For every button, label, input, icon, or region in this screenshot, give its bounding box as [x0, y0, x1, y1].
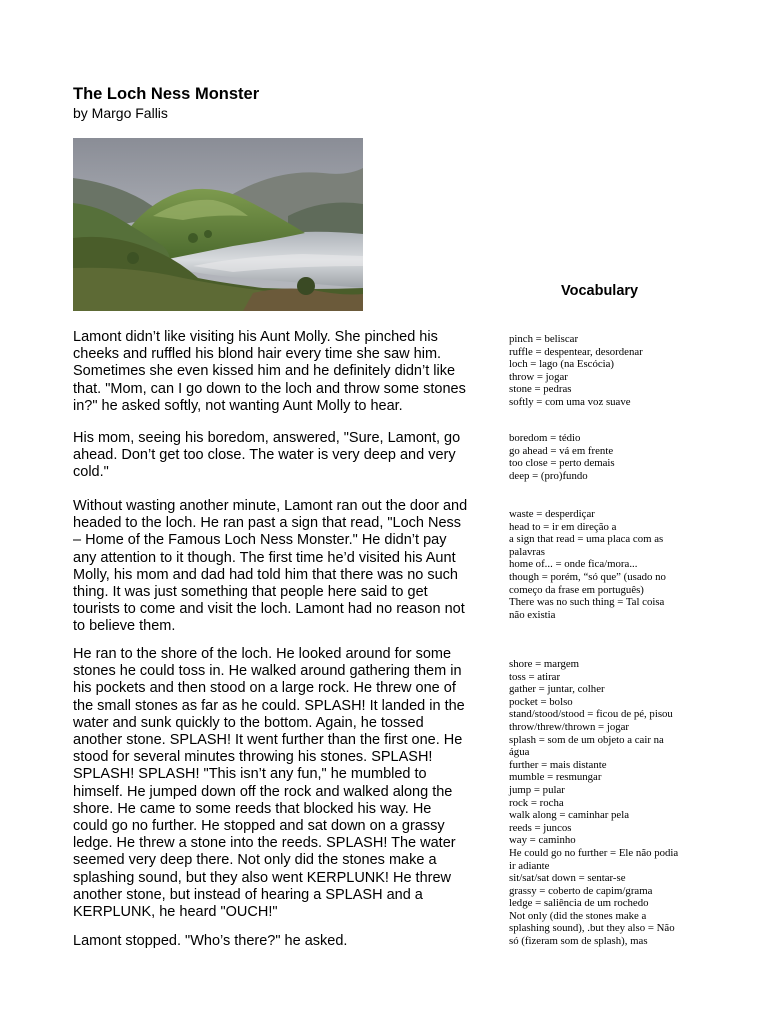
story-paragraph: Without wasting another minute, Lamont ran out the door and headed to the loch. He ran past a sign that read, "Loch Ness – Home of the Famous Loch Ness Monster." He didn’t pay any attention to it though. The first time he’d visited his Aunt Molly, his mom and dad had told him that there was no such thing. It was just something that people here said to get tourists to come and visit the loch. Lamont had no reason not to believe them. [73, 498, 468, 635]
vocabulary-list: boredom = tédio go ahead = vá em frente too close = perto demais deep = (pro)fundo [509, 432, 615, 482]
loch-landscape-photo [73, 138, 363, 311]
vocabulary-list: waste = desperdiçar head to = ir em direção a a sign that read = uma placa com as palavras home of... = onde fica/mora... though = porém, “só que” (usado no começo da frase em português) There was no such thing = Tal coisa não existia [509, 508, 666, 621]
story-paragraph: Lamont stopped. "Who’s there?" he asked. [73, 933, 348, 949]
vocabulary-heading: Vocabulary [561, 283, 639, 299]
story-paragraph: He ran to the shore of the loch. He looked around for some stones he could toss in. He walked around gathering them in his pockets and then stood on a large rock. He threw one of the small stones as far as he could. SPLASH! It landed in the water and sunk quickly to the bottom. Again, he tossed another stone. SPLASH! It went further than the first one. He stood for several minutes throwing his stones. SPLASH! SPLASH! SPLASH! "This isn’t any fun," he mumbled to himself. He jumped down off the rock and walked along the shore. He came to some reeds that blocked his way. He could go no further. He stopped and sat down on a grassy ledge. He threw a stone into the reeds. SPLASH! The water seemed very deep there. Not only did the stones make a splashing sound, but they also went KERPLUNK! He threw another stone, but instead of hearing a SPLASH and a KERPLUNK, he heard "OUCH!" [73, 646, 465, 921]
story-paragraph: His mom, seeing his boredom, answered, "Sure, Lamont, go ahead. Don’t get too close. The water is very deep and very cold." [73, 430, 461, 481]
vocabulary-list: pinch = beliscar ruffle = despentear, desordenar loch = lago (na Escócia) throw = jogar stone = pedras softly = com uma voz suave [509, 333, 643, 408]
story-title: The Loch Ness Monster [73, 85, 260, 103]
story-author: by Margo Fallis [73, 105, 168, 121]
vocabulary-list: shore = margem toss = atirar gather = juntar, colher pocket = bolso stand/stood/stood = ficou de pé, pisou throw/threw/thrown = jogar splash = som de um objeto a cair na água further = mais distante mumble = resmungar jump = pular rock = rocha walk along = caminhar pela reeds = juncos way = caminho He could go no further = Ele não podia ir adiante sit/sat/sat down = sentar-se grassy = coberto de capim/grama ledge = saliência de um rochedo Not only (did the stones make a splashing sound), .but they also = Não só (fizeram som de splash), mas [509, 658, 679, 948]
story-paragraph: Lamont didn’t like visiting his Aunt Molly. She pinched his cheeks and ruffled his blond hair every time she saw him. Sometimes she even kissed him and he definitely didn’t like that. "Mom, can I go down to the loch and throw some stones in?" he asked softly, not wanting Aunt Molly to hear. [73, 329, 466, 414]
